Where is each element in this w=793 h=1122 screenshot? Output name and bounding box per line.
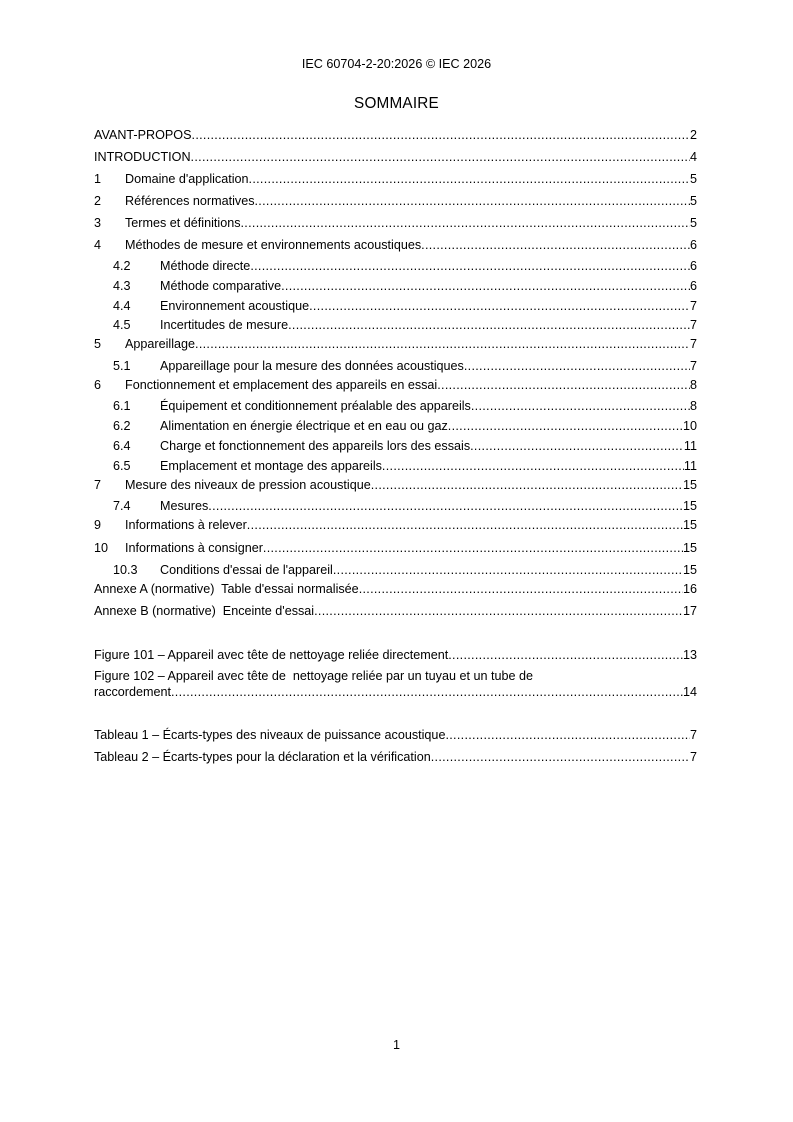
table-entry-text: Tableau 2 – Écarts-types pour la déclaration et la vérification — [94, 750, 431, 764]
toc-entry[interactable] — [94, 358, 697, 374]
toc-entry-page: 15 — [682, 499, 697, 513]
toc-entry[interactable] — [94, 298, 697, 314]
toc-entry-text: Incertitudes de mesure — [160, 318, 289, 332]
toc-entry-number: 4.4 — [113, 299, 131, 313]
toc-entry-text: Informations à consigner — [125, 541, 263, 555]
toc-entry-text: Alimentation en énergie électrique et en eau ou gaz — [160, 419, 448, 433]
toc-entry[interactable] — [94, 418, 697, 434]
toc-entry-number: 6.2 — [113, 419, 131, 433]
toc-entry-page: 2 — [689, 128, 697, 142]
toc-entry-number: 4.5 — [113, 318, 131, 332]
toc-entry-page: 15 — [682, 518, 697, 532]
table-entry[interactable] — [94, 749, 697, 765]
toc-entry[interactable] — [94, 581, 697, 597]
leader-dots — [382, 458, 684, 474]
leader-dots — [208, 498, 683, 514]
leader-dots — [470, 438, 684, 454]
toc-entry-number: 6.4 — [113, 439, 131, 453]
toc-entry-text: INTRODUCTION — [94, 150, 191, 164]
toc-entry[interactable] — [94, 258, 697, 274]
table-entry-page: 7 — [689, 728, 697, 742]
toc-entry-text: Méthode comparative — [160, 279, 282, 293]
page-number: 1 — [392, 1038, 400, 1052]
toc-entry[interactable] — [94, 317, 697, 333]
leader-dots — [431, 749, 690, 765]
document-header: IEC 60704-2-20:2026 © IEC 2026 — [301, 57, 492, 71]
figure-entry-page: 13 — [682, 648, 697, 662]
toc-entry-number: 10.3 — [113, 563, 138, 577]
toc-entry-page: 16 — [682, 582, 697, 596]
toc-entry-number: 7 — [94, 478, 102, 492]
toc-entry-number: 1 — [94, 172, 102, 186]
toc-entry-page: 15 — [682, 478, 697, 492]
toc-entry-number: 4.3 — [113, 279, 131, 293]
leader-dots — [471, 398, 690, 414]
figure-entry-page: 14 — [682, 685, 697, 699]
toc-entry-page: 7 — [689, 359, 697, 373]
toc-entry-page: 11 — [683, 439, 697, 453]
toc-entry-number: 10 — [94, 541, 109, 555]
leader-dots — [359, 581, 683, 597]
toc-entry-text: Références normatives — [125, 194, 255, 208]
toc-entry-text: Mesures — [160, 499, 209, 513]
toc-entry[interactable] — [94, 377, 697, 393]
toc-entry[interactable] — [94, 562, 697, 578]
leader-dots — [281, 278, 690, 294]
toc-entry[interactable] — [94, 498, 697, 514]
toc-entry-text: AVANT-PROPOS — [94, 128, 192, 142]
toc-entry-page: 17 — [682, 604, 697, 618]
toc-entry-page: 10 — [682, 419, 697, 433]
toc-entry[interactable] — [94, 336, 697, 352]
toc-entry-number: 5 — [94, 337, 102, 351]
toc-entry-page: 4 — [689, 150, 697, 164]
toc-entry-number: 6.5 — [113, 459, 131, 473]
toc-entry-number: 3 — [94, 216, 102, 230]
figure-entry-continuation — [94, 684, 697, 700]
toc-entry-text: Emplacement et montage des appareils — [160, 459, 382, 473]
toc-entry-number: 6.1 — [113, 399, 131, 413]
toc-entry-number: 7.4 — [113, 499, 131, 513]
toc-entry-number: 6 — [94, 378, 102, 392]
toc-entry[interactable] — [94, 517, 697, 533]
leader-dots — [309, 298, 690, 314]
toc-entry-page: 8 — [689, 399, 697, 413]
toc-entry-text: Équipement et conditionnement préalable des appareils — [160, 399, 471, 413]
toc-entry-number: 9 — [94, 518, 102, 532]
toc-entry-text: Environnement acoustique — [160, 299, 310, 313]
toc-entry-page: 5 — [689, 172, 697, 186]
toc-entry-page: 15 — [682, 563, 697, 577]
toc-entry[interactable] — [94, 603, 697, 619]
toc-entry-text: Conditions d'essai de l'appareil — [160, 563, 333, 577]
leader-dots — [241, 215, 690, 231]
toc-entry-page: 8 — [689, 378, 697, 392]
toc-entry-text: Charge et fonctionnement des appareils lors des essais — [160, 439, 471, 453]
toc-entry-page: 6 — [689, 279, 697, 293]
toc-entry-page: 5 — [689, 194, 697, 208]
toc-entry-text: Domaine d'application — [125, 172, 249, 186]
toc-entry[interactable] — [94, 458, 697, 474]
toc-entry[interactable] — [94, 540, 697, 556]
table-entry-text: Tableau 1 – Écarts-types des niveaux de puissance acoustique — [94, 728, 446, 742]
figure-entry-text: raccordement — [94, 685, 171, 699]
toc-entry[interactable] — [94, 398, 697, 414]
toc-entry-number: 4 — [94, 238, 102, 252]
leader-dots — [192, 127, 690, 143]
toc-entry-text: Annexe A (normative) Table d'essai normalisée — [94, 582, 359, 596]
toc-entry-text: Annexe B (normative) Enceinte d'essai — [94, 604, 315, 618]
toc-entry-page: 5 — [689, 216, 697, 230]
page-title: SOMMAIRE — [354, 95, 439, 112]
table-entry[interactable] — [94, 727, 697, 743]
leader-dots — [195, 336, 690, 352]
toc-entry-text: Fonctionnement et emplacement des appareils en essai — [125, 378, 438, 392]
leader-dots — [263, 540, 683, 556]
toc-entry-page: 6 — [689, 259, 697, 273]
toc-entry-page: 7 — [689, 318, 697, 332]
toc-entry-page: 6 — [689, 238, 697, 252]
toc-entry[interactable] — [94, 237, 697, 253]
leader-dots — [421, 237, 690, 253]
toc-entry-number: 2 — [94, 194, 102, 208]
figure-entry[interactable] — [94, 668, 697, 700]
leader-dots — [250, 258, 690, 274]
toc-entry-page: 7 — [689, 299, 697, 313]
toc-entry-number: 4.2 — [113, 259, 131, 273]
toc-entry[interactable] — [94, 149, 697, 165]
toc-entry-number: 5.1 — [113, 359, 131, 373]
toc-entry[interactable] — [94, 438, 697, 454]
leader-dots — [171, 684, 683, 700]
figure-entry-text: Figure 101 – Appareil avec tête de nettoyage reliée directement — [94, 648, 449, 662]
toc-entry-text: Méthodes de mesure et environnements acoustiques — [125, 238, 422, 252]
leader-dots — [437, 377, 690, 393]
leader-dots — [255, 193, 690, 209]
leader-dots — [445, 727, 690, 743]
toc-entry-text: Informations à relever — [125, 518, 247, 532]
leader-dots — [314, 603, 683, 619]
toc-entry-page: 15 — [682, 541, 697, 555]
toc-entry[interactable] — [94, 278, 697, 294]
leader-dots — [464, 358, 690, 374]
toc-entry[interactable] — [94, 193, 697, 209]
figure-entry-text: Figure 102 – Appareil avec tête de nettoyage reliée par un tuyau et un tube de — [94, 669, 533, 683]
toc-entry[interactable] — [94, 127, 697, 143]
toc-entry-text: Termes et définitions — [125, 216, 241, 230]
figure-entry[interactable] — [94, 647, 697, 663]
leader-dots — [288, 317, 690, 333]
leader-dots — [448, 647, 683, 663]
leader-dots — [448, 418, 683, 434]
table-entry-page: 7 — [689, 750, 697, 764]
leader-dots — [247, 517, 683, 533]
leader-dots — [249, 171, 690, 187]
leader-dots — [371, 477, 683, 493]
leader-dots — [191, 149, 690, 165]
toc-entry[interactable] — [94, 477, 697, 493]
toc-entry-page: 7 — [689, 337, 697, 351]
toc-entry-text: Appareillage — [125, 337, 196, 351]
leader-dots — [333, 562, 683, 578]
toc-entry[interactable] — [94, 215, 697, 231]
toc-entry-text: Mesure des niveaux de pression acoustique — [125, 478, 371, 492]
toc-entry-page: 11 — [683, 459, 697, 473]
toc-entry-text: Appareillage pour la mesure des données acoustiques — [160, 359, 464, 373]
toc-entry-text: Méthode directe — [160, 259, 251, 273]
toc-entry[interactable] — [94, 171, 697, 187]
